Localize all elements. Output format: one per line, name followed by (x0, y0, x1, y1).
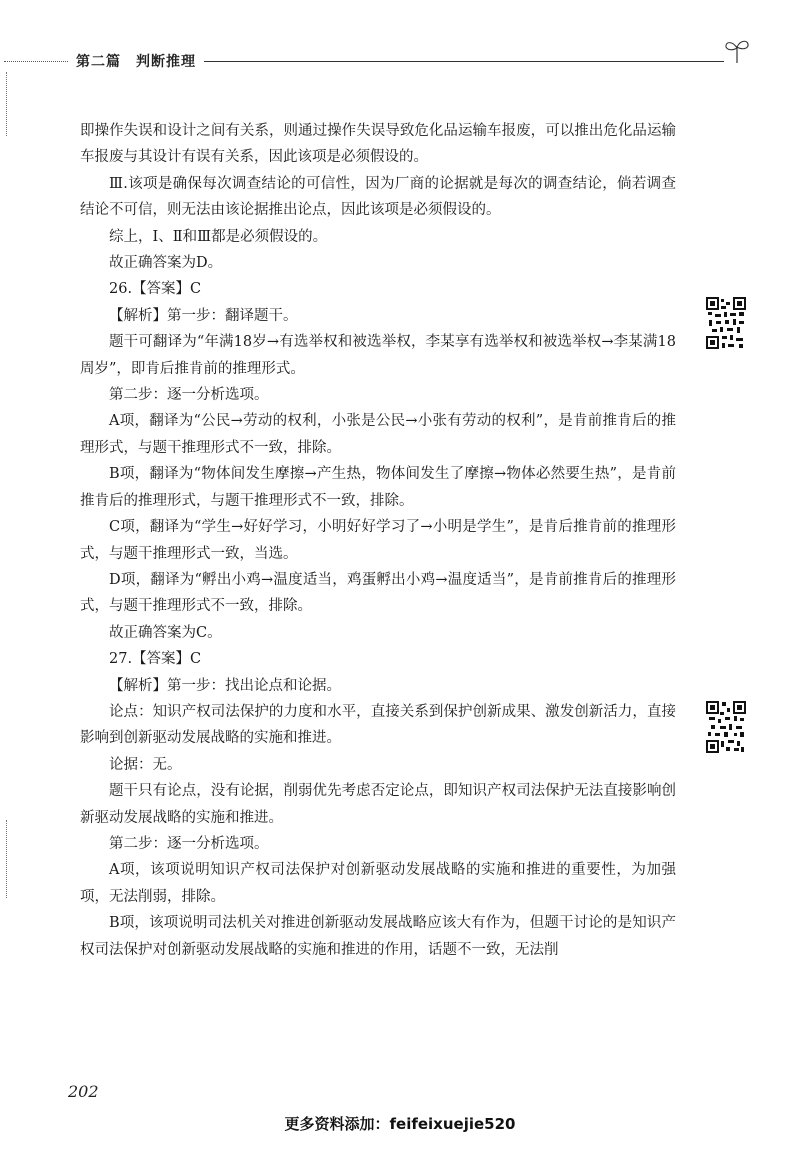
qr-code-icon (706, 700, 746, 754)
paragraph: 【解析】第一步：翻译题干。 (109, 307, 298, 324)
paragraph: 27.【答案】C (109, 651, 202, 668)
footer-note: 更多资料添加：feifeixuejie520 (284, 1115, 516, 1133)
paragraph: A项，该项说明知识产权司法保护对创新驱动发展战略的实施和推进的重要性，为加强项，无法削弱，排除。 (80, 862, 676, 905)
header-rule (204, 61, 724, 62)
page-number: 202 (68, 1082, 99, 1101)
paragraph: 26.【答案】C (109, 281, 202, 298)
margin-dotted-line-top (6, 72, 7, 136)
paragraph: 【解析】第一步：找出论点和论据。 (109, 677, 341, 694)
paragraph: A项，翻译为“公民→劳动的权利，小张是公民→小张有劳动的权利”，是肯前推肯后的推理形式，与题干推理形式不一致，排除。 (80, 413, 676, 456)
sprout-icon (722, 38, 752, 64)
running-header (0, 50, 800, 74)
paragraph: 第二步：逐一分析选项。 (109, 835, 269, 852)
page-body (80, 118, 676, 963)
paragraph: B项，翻译为“物体间发生摩擦→产生热，物体间发生了摩擦→物体必然要生热”，是肯前推肯后的推理形式，与题干推理形式不一致，排除。 (80, 466, 676, 509)
paragraph: 论点：知识产权司法保护的力度和水平，直接关系到保护创新成果、激发创新活力，直接影响到创新驱动发展战略的实施和推进。 (80, 703, 676, 747)
margin-dotted-line-bottom (6, 820, 7, 898)
paragraph: 即操作失误和设计之间有关系，则通过操作失误导致危化品运输车报废，可以推出危化品运输车报废与其设计有误有关系，因此该项是必须假设的。 (80, 123, 676, 166)
paragraph: 故正确答案为C。 (109, 624, 222, 641)
paragraph: 故正确答案为D。 (109, 255, 223, 272)
paragraph: B项，该项说明司法机关对推进创新驱动发展战略应该大有作为，但题干讨论的是知识产权司法保护对创新驱动发展战略的实施和推进的作用，话题不一致，无法削 (80, 915, 676, 958)
section-title: 第二篇 判断推理 (76, 54, 196, 70)
header-dotted-leader (4, 61, 68, 62)
paragraph: 题干只有论点，没有论据，削弱优先考虑否定论点，即知识产权司法保护无法直接影响创新驱动发展战略的实施和推进。 (80, 783, 676, 826)
paragraph: 综上，Ⅰ、Ⅱ和Ⅲ都是必须假设的。 (109, 228, 328, 245)
paragraph: C项，翻译为“学生→好好学习，小明好好学习了→小明是学生”，是肯后推肯前的推理形式，与题干推理形式一致，当选。 (80, 519, 676, 562)
paragraph: D项，翻译为“孵出小鸡→温度适当，鸡蛋孵出小鸡→温度适当”，是肯前推肯后的推理形式，与题干推理形式不一致，排除。 (80, 571, 676, 615)
paragraph: 论据：无。 (109, 756, 182, 773)
paragraph: 题干可翻译为“年满18岁→有选举权和被选举权，李某享有选举权和被选举权→李某满18周岁”，即肯后推肯前的推理形式。 (80, 334, 676, 377)
paragraph: Ⅲ.该项是确保每次调查结论的可信性，因为厂商的论据就是每次的调查结论，倘若调查结论不可信，则无法由该论据推出论点，因此该项是必须假设的。 (80, 175, 676, 219)
paragraph: 第二步：逐一分析选项。 (109, 387, 269, 404)
qr-code-icon (706, 296, 746, 350)
